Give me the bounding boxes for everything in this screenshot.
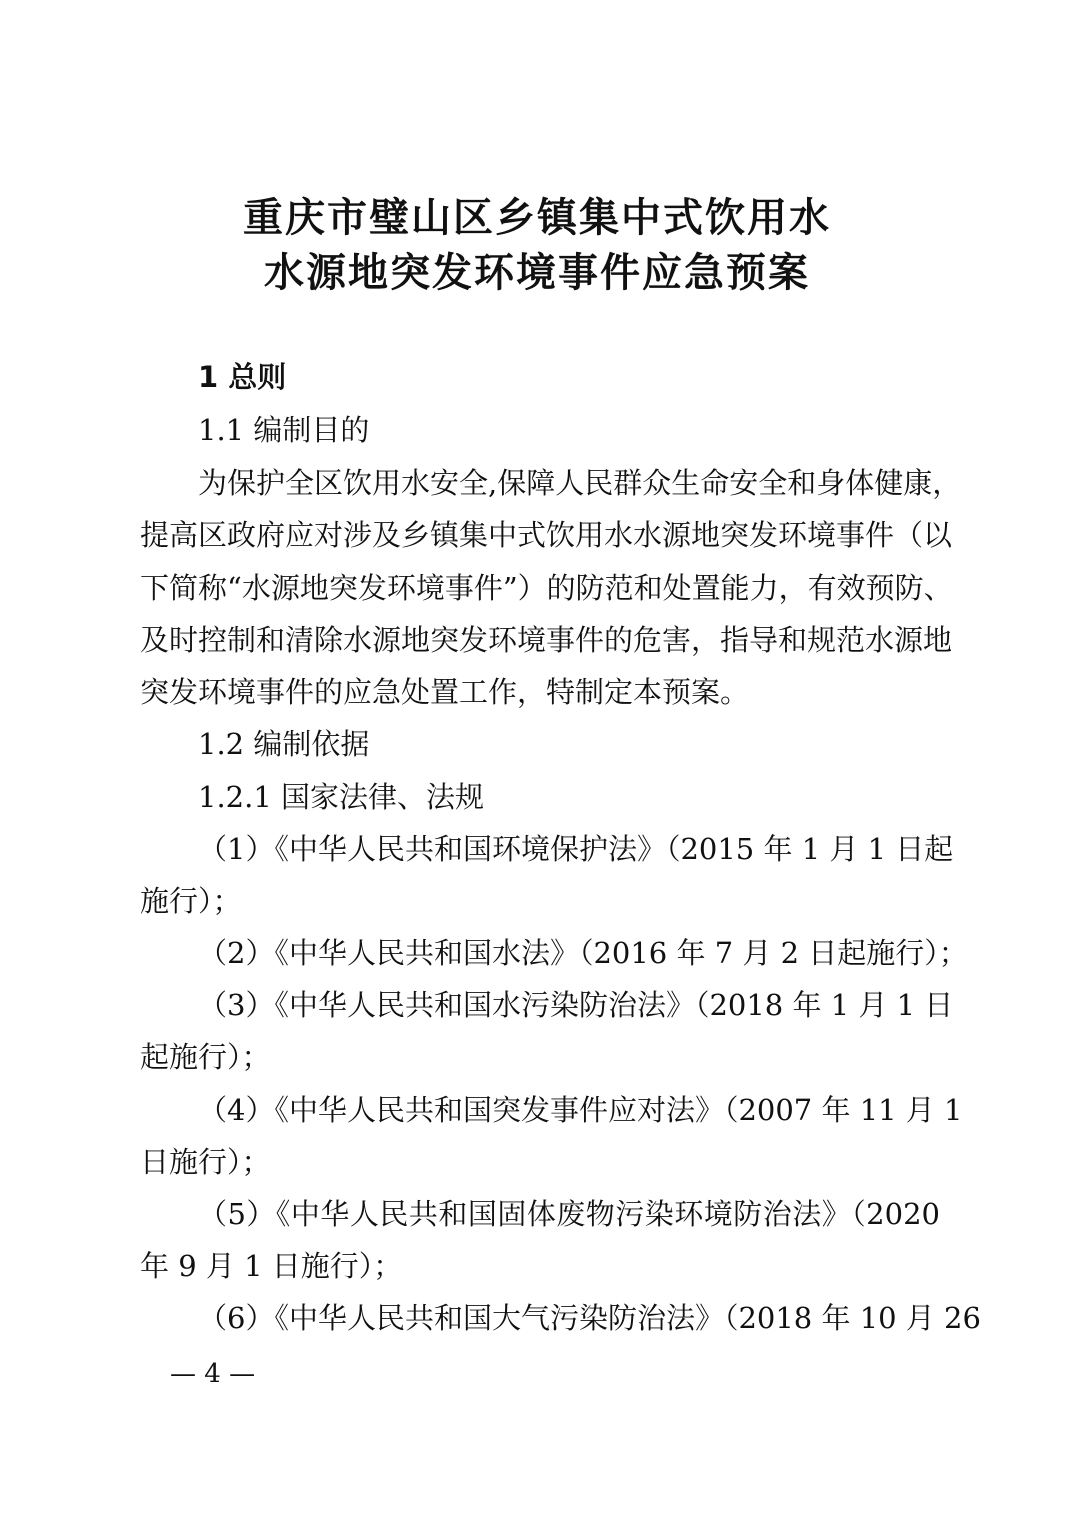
paragraph-line: 突发环境事件的应急处置工作，特制定本预案。 — [140, 675, 750, 709]
list-item-line: （1）《中华人民共和国环境保护法》（2015 年 1 月 1 日起 — [198, 832, 954, 866]
subsection-heading-basis: 1.2 编制依据 — [198, 727, 370, 761]
section-heading-general: 1 总则 — [198, 360, 287, 394]
list-item-line: （5）《中华人民共和国固体废物污染环境防治法》（2020 — [198, 1197, 940, 1231]
paragraph-line: 提高区政府应对涉及乡镇集中式饮用水水源地突发环境事件（以 — [140, 518, 953, 552]
list-item-line: （3）《中华人民共和国水污染防治法》（2018 年 1 月 1 日 — [198, 988, 954, 1022]
list-item-line: （2）《中华人民共和国水法》（2016 年 7 月 2 日起施行）； — [198, 936, 968, 970]
document-title-line-1: 重庆市璧山区乡镇集中式饮用水 — [243, 195, 831, 241]
paragraph-line: 为保护全区饮用水安全,保障人民群众生命安全和身体健康， — [198, 466, 962, 500]
list-item-line: 施行）； — [140, 884, 242, 918]
paragraph-line: 下简称“水源地突发环境事件”）的防范和处置能力，有效预防、 — [140, 571, 953, 605]
document-title-line-2: 水源地突发环境事件应急预案 — [264, 250, 810, 296]
list-item-line: （4）《中华人民共和国突发事件应对法》（2007 年 11 月 1 — [198, 1093, 963, 1127]
subsection-heading-national-laws: 1.2.1 国家法律、法规 — [198, 780, 485, 814]
paragraph-line: 及时控制和清除水源地突发环境事件的危害，指导和规范水源地 — [140, 623, 953, 657]
page-number: — 4 — — [170, 1359, 256, 1389]
list-item-line: （6）《中华人民共和国大气污染防治法》（2018 年 10 月 26 — [198, 1301, 981, 1335]
list-item-line: 起施行）； — [140, 1040, 271, 1074]
list-item-line: 年 9 月 1 日施行）； — [140, 1249, 403, 1283]
list-item-line: 日施行）； — [140, 1145, 271, 1179]
subsection-heading-purpose: 1.1 编制目的 — [198, 413, 370, 447]
